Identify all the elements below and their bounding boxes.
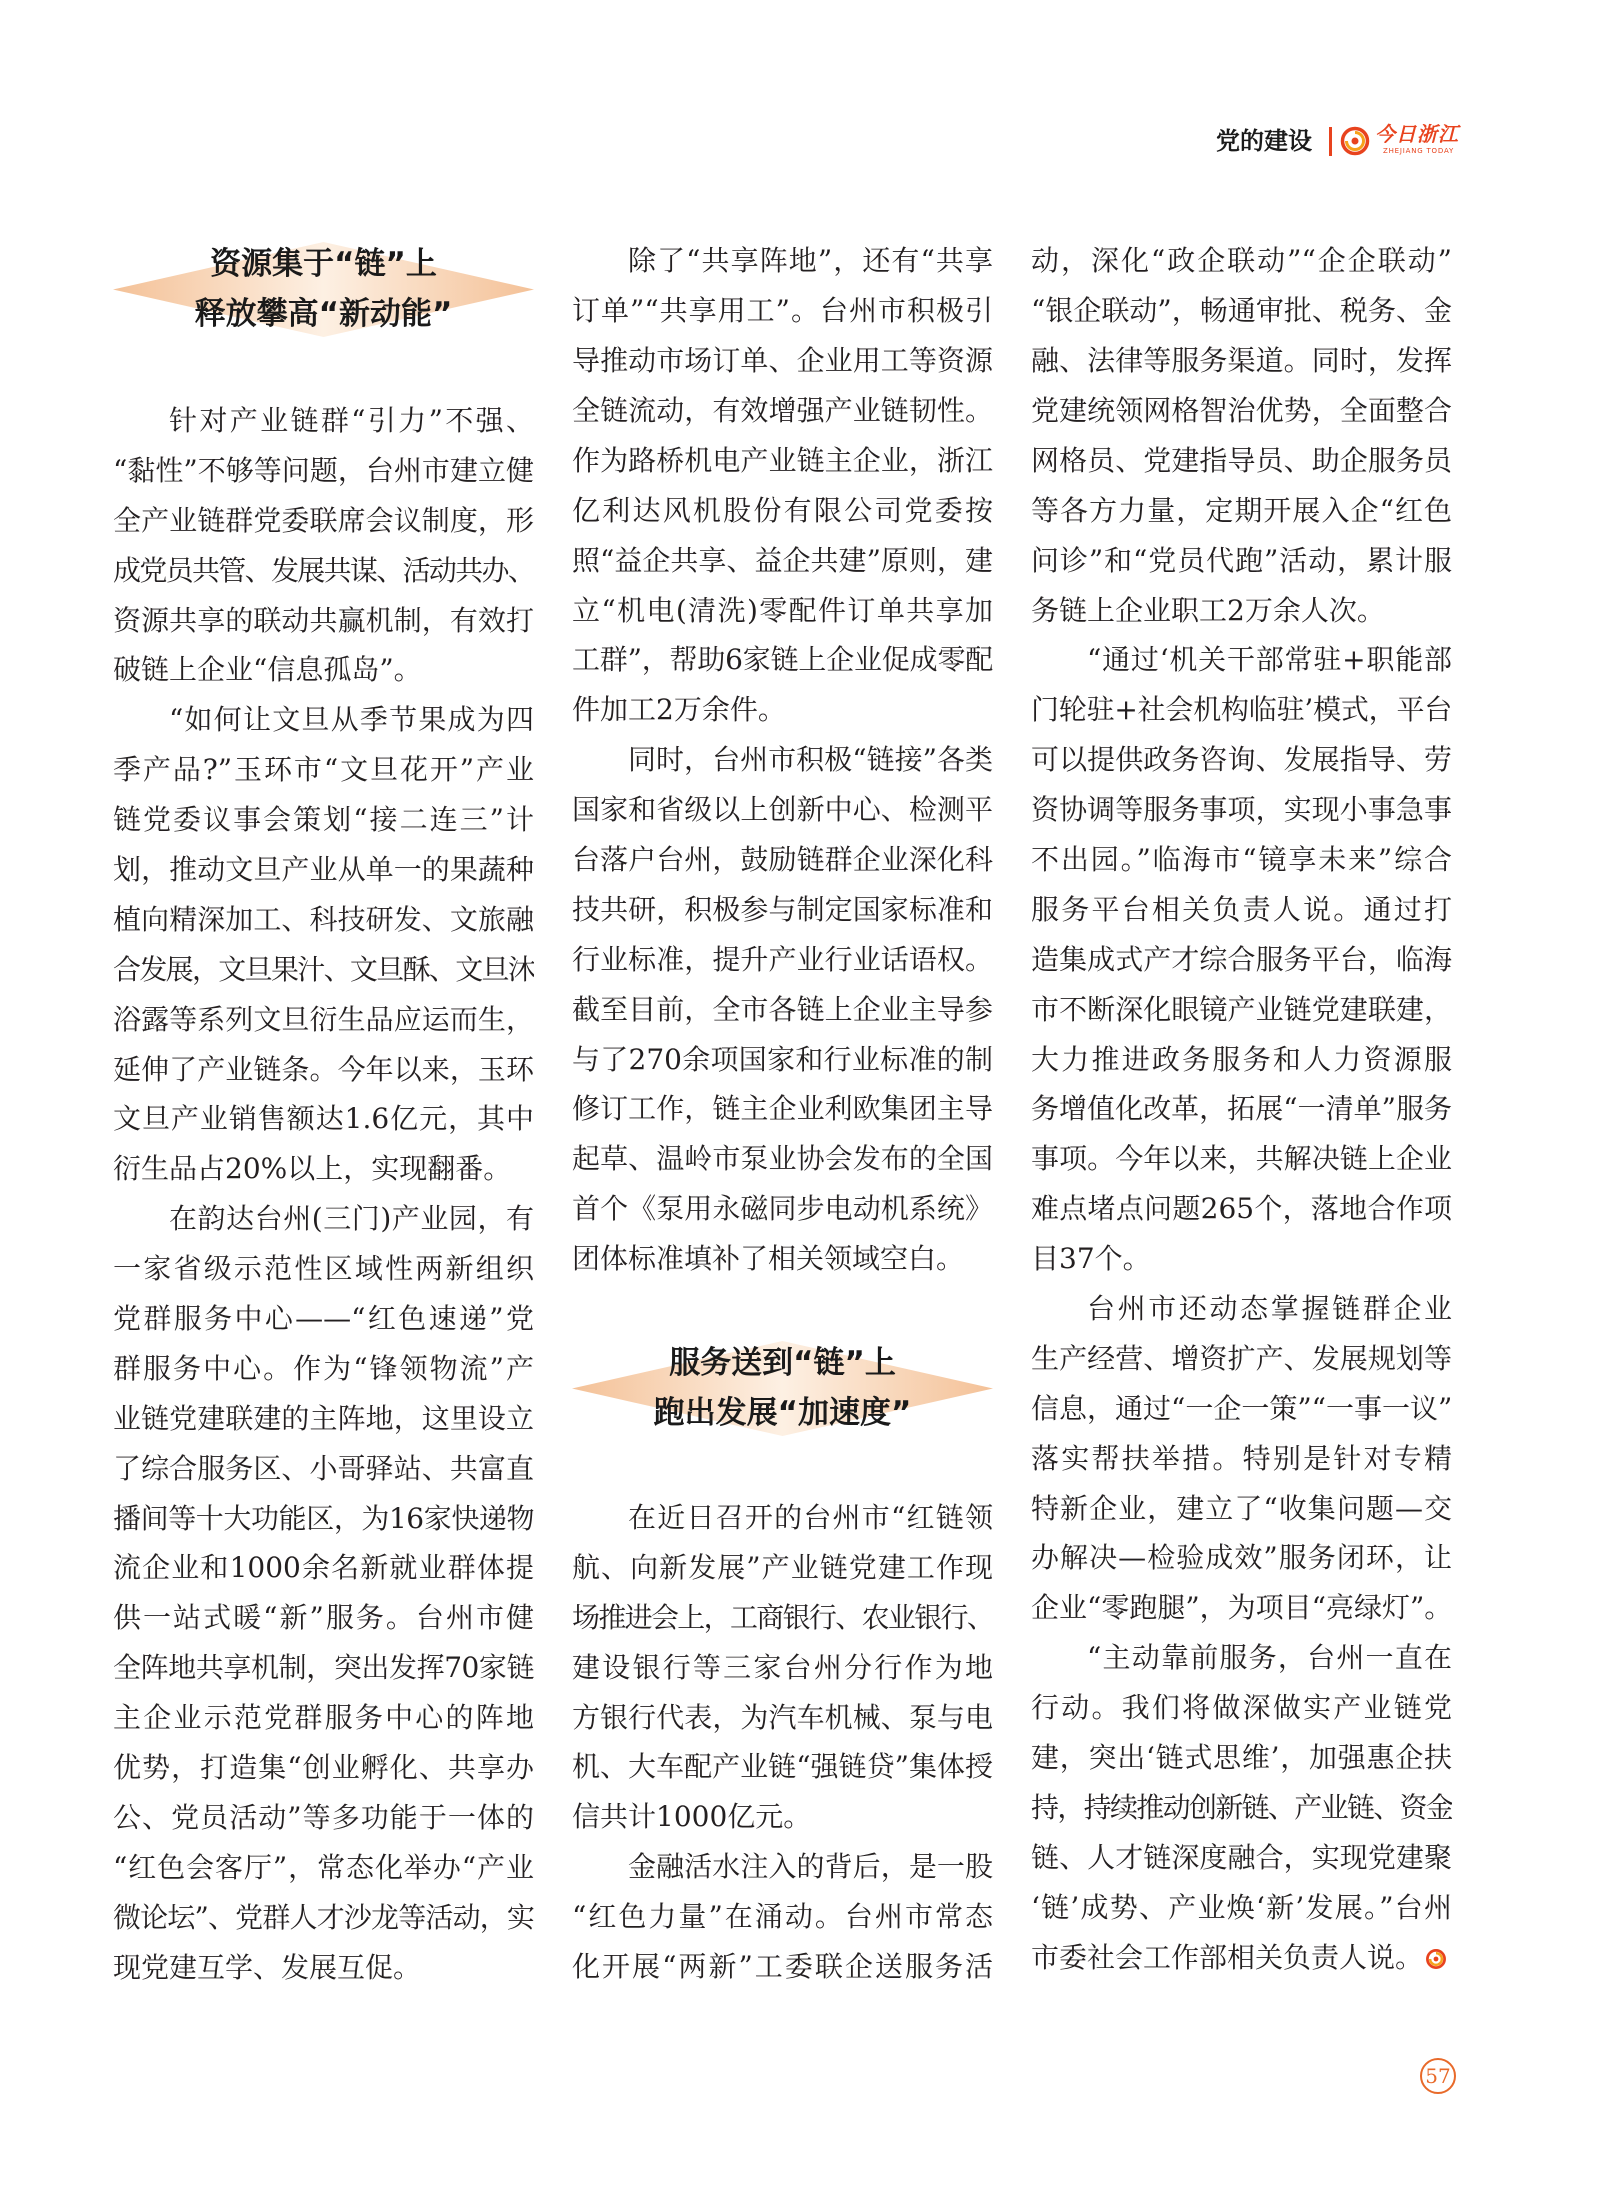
paragraph [1031,1633,1452,1982]
column-body [572,236,993,1284]
text-line: 流企业和1000余名新就业群体提 [113,1551,534,1585]
text-line: 在韵达台州(三门)产业园，有 [169,1202,534,1236]
text-line: 务链上企业职工2万余人次。 [1031,593,1385,627]
swirl-logo-icon [1339,125,1371,157]
paragraph [113,396,534,695]
text-line: 件加工2万余件。 [572,693,786,727]
text-line: 融、法律等服务渠道。同时，发挥 [1031,344,1452,378]
text-line: 资协调等服务事项，实现小事急事 [1031,793,1452,827]
text-line: 方银行代表，为汽车机械、泵与电 [572,1700,993,1734]
text-line: 目37个。 [1031,1242,1151,1276]
section-heading [572,1339,993,1438]
text-line: 服务平台相关负责人说。通过打 [1031,892,1452,926]
text-line: 落实帮扶举措。特别是针对专精 [1031,1441,1452,1475]
text-line: 机、大车配产业链“强链贷”集体授 [572,1750,993,1784]
text-line: 公、党员活动”等多功能于一体的 [113,1800,534,1834]
text-line: 针对产业链群“引力”不强、 [169,404,534,437]
text-line: 事项。今年以来，共解决链上企业 [1031,1142,1452,1176]
text-line: 划，推动文旦产业从单一的果蔬种 [113,853,534,887]
text-line: 全阵地共享机制，突出发挥70家链 [113,1651,534,1685]
text-line: 立“机电(清洗)零配件订单共享加 [572,593,993,627]
text-line: “红色力量”在涌动。台州市常态 [572,1900,993,1934]
text-line: 播间等十大功能区，为16家快递物 [113,1501,534,1535]
heading-line: 资源集于“链”上 [210,246,437,282]
text-line: 问诊”和“党员代跑”活动，累计服 [1031,543,1452,577]
text-line: 现党建互学、发展互促。 [113,1950,422,1984]
text-line: 了综合服务区、小哥驿站、共富直 [113,1451,534,1485]
text-line: 衍生品占20%以上，实现翻番。 [113,1152,512,1186]
text-line: 修订工作，链主企业利欧集团主导 [572,1092,993,1126]
text-line: 破链上企业“信息孤岛”。 [113,653,422,687]
logo-subtext: ZHEJIANG TODAY [1383,147,1455,155]
text-line: 延伸了产业链条。今年以来，玉环 [113,1052,534,1086]
text-line: 行动。我们将做深做实产业链党 [1031,1691,1452,1725]
text-line: 网格员、党建指导员、助企服务员 [1031,443,1452,477]
text-line: 可以提供政务咨询、发展指导、劳 [1031,743,1452,777]
text-line: 供一站式暖“新”服务。台州市健 [113,1601,534,1635]
text-line: 作为路桥机电产业链主企业，浙江 [572,443,993,477]
text-line: 门轮驻+社会机构临驻’模式，平台 [1031,693,1452,727]
text-line: 除了“共享阵地”，还有“共享 [628,244,993,278]
text-line: 不出园。”临海市“镜享未来”综合 [1031,842,1452,876]
text-line: 建设银行等三家台州分行作为地 [572,1650,993,1684]
text-line: 信共计1000亿元。 [572,1800,812,1834]
text-line: 持，持续推动创新链、产业链、资金 [1031,1790,1452,1824]
column-body [1031,236,1452,1982]
text-line: 动，深化“政企联动”“企企联动” [1031,244,1452,278]
text-line: 信息，通过“一企一策”“一事一议” [1031,1391,1452,1425]
text-line: 植向精深加工、科技研发、文旅融 [113,902,534,936]
paragraph [1031,635,1452,1284]
text-line: 浴露等系列文旦衍生品应运而生， [113,1002,534,1036]
section-heading [113,240,534,339]
heading-line: 跑出发展“加速度” [653,1394,912,1431]
text-line: 全链流动，有效增强产业链韧性。 [572,393,993,427]
text-line: 办解决—检验成效”服务闭环，让 [1031,1541,1452,1575]
text-line: “银企联动”，畅通审批、税务、金 [1031,294,1452,328]
text-line: 微论坛”、党群人才沙龙等活动，实 [113,1900,534,1934]
heading-line: 释放攀高“新动能” [194,295,453,332]
paragraph [1031,236,1452,635]
text-line: 与了270余项国家和行业标准的制 [572,1042,993,1076]
text-line: “如何让文旦从季节果成为四 [169,703,534,737]
text-line: 起草、温岭市泵业协会发布的全国 [572,1142,993,1176]
paragraph [572,1842,993,1992]
text-line: 难点堵点问题265个，落地合作项 [1031,1192,1452,1226]
text-line: “红色会客厅”，常态化举办“产业 [113,1850,534,1884]
text-line: 资源共享的联动共赢机制，有效打 [113,603,534,637]
text-line: 企业“零跑腿”，为项目“亮绿灯”。 [1031,1591,1452,1625]
text-line: 市不断深化眼镜产业链党建联建， [1031,992,1452,1026]
text-line: “通过‘机关干部常驻+职能部 [1087,643,1452,677]
paragraph [572,735,993,1284]
text-line: 造集成式产才综合服务平台，临海 [1031,942,1452,976]
text-line: 台州市还动态掌握链群企业 [1087,1292,1452,1325]
swirl-end-mark-icon [1425,1948,1447,1970]
text-line: 首个《泵用永磁同步电动机系统》 [572,1192,993,1226]
text-line: 链、人才链深度融合，实现党建聚 [1031,1840,1452,1874]
text-line: 业链党建联建的主阵地，这里设立 [113,1401,534,1435]
text-line: 技共研，积极参与制定国家标准和 [572,892,993,926]
section-title: 党的建设 [1216,127,1312,155]
text-line: “主动靠前服务，台州一直在 [1087,1641,1452,1675]
text-line: “黏性”不够等问题，台州市建立健 [113,453,534,487]
text-line: 链党委议事会策划“接二连三”计 [113,803,534,837]
column-body [113,396,534,1993]
text-line: 务增值化改革，拓展“一清单”服务 [1031,1092,1452,1126]
text-line: 成党员共管、发展共谋、活动共办、 [113,553,534,587]
paragraph [572,236,993,735]
text-line: 台落户台州，鼓励链群企业深化科 [572,842,993,876]
text-line: 导推动市场订单、企业用工等资源 [572,344,993,378]
paragraph [1031,1284,1452,1633]
text-line: 亿利达风机股份有限公司党委按 [572,493,993,527]
text-line: 主企业示范党群服务中心的阵地 [113,1701,534,1735]
text-line: 订单”“共享用工”。台州市积极引 [572,294,993,328]
text-line: 场推进会上，工商银行、农业银行、 [572,1600,993,1634]
text-line: 照“益企共享、益企共建”原则，建 [572,543,993,577]
heading-line: 服务送到“链”上 [669,1345,896,1381]
logo-text: 今日浙江 [1375,122,1459,146]
text-line: 群服务中心。作为“锋领物流”产 [113,1351,534,1385]
text-line: 特新企业，建立了“收集问题—交 [1031,1491,1452,1525]
text-line: 团体标准填补了相关领域空白。 [572,1242,965,1276]
text-line: 在近日召开的台州市“红链领 [628,1501,993,1534]
text-line: 航、向新发展”产业链党建工作现 [572,1550,993,1584]
text-line: 全产业链群党委联席会议制度，形 [113,503,534,537]
text-line: 国家和省级以上创新中心、检测平 [572,793,993,827]
header-divider [1329,127,1332,156]
text-line: 同时，台州市积极“链接”各类 [628,743,993,777]
text-line: 党建统领网格智治优势，全面整合 [1031,393,1452,427]
text-line: 优势，打造集“创业孵化、共享办 [113,1751,534,1785]
text-line: 季产品?”玉环市“文旦花开”产业 [113,753,534,787]
text-line: 工群”，帮助6家链上企业促成零配 [572,643,993,677]
paragraph [113,1194,534,1992]
text-line: 截至目前，全市各链上企业主导参 [572,992,993,1026]
text-line: 市委社会工作部相关负责人说。 [1031,1933,1452,1983]
paragraph [572,1493,993,1842]
text-line: 生产经营、增资扩产、发展规划等 [1031,1341,1452,1375]
text-line: 一家省级示范性区域性两新组织 [113,1252,534,1286]
text-line: 大力推进政务服务和人力资源服 [1031,1042,1452,1076]
text-line: 化开展“两新”工委联企送服务活 [572,1950,993,1984]
text-line: 等各方力量，定期开展入企“红色 [1031,493,1452,527]
column-body [572,1493,993,1992]
text-line: 金融活水注入的背后，是一股 [628,1850,993,1884]
text-line: 建，突出‘链式思维’，加强惠企扶 [1031,1741,1452,1775]
text-line: 行业标准，提升产业行业话语权。 [572,942,993,976]
text-line: 文旦产业销售额达1.6亿元，其中 [113,1102,534,1136]
text-line: 党群服务中心——“红色速递”党 [113,1302,534,1336]
text-line: ‘链’成势、产业焕‘新’发展。”台州 [1031,1890,1452,1924]
paragraph [113,695,534,1194]
page-number: 57 [1420,2058,1456,2094]
text-line: 合发展，文旦果汁、文旦酥、文旦沐 [113,952,534,986]
